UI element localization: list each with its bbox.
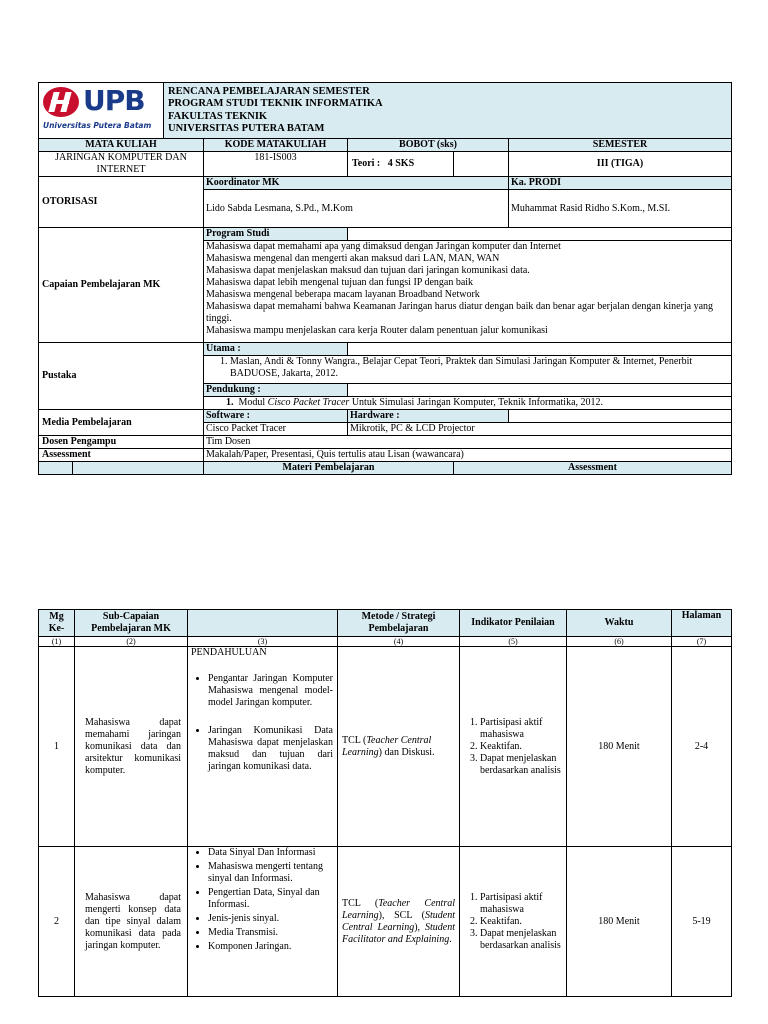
metode-cell [338, 847, 460, 997]
upb-logo [39, 83, 163, 138]
title-line: UNIVERSITAS PUTERA BATAM [168, 123, 325, 134]
assessment-header: Assessment [454, 462, 732, 475]
week-number: 1 [39, 647, 75, 847]
otorisasi-label: OTORISASI [39, 177, 204, 228]
col-mata-kuliah: MATA KULIAH [39, 139, 204, 152]
week-number: 2 [39, 847, 75, 997]
capaian-label: Capaian Pembelajaran MK [39, 228, 204, 343]
capaian-item: Mahasiswa dapat memahami bahwa Keamanan Jaringan harus diatur dengan baik dan benar agar berjalan dengan kinerja yang tinggi. [206, 301, 714, 324]
rps-header-table [38, 82, 732, 475]
koordinator-label: Koordinator MK [204, 177, 509, 190]
indikator-item: 1. Partisipasi aktif mahasiswa [480, 717, 564, 741]
col-materi [188, 610, 338, 637]
halaman: 2-4 [672, 647, 732, 847]
metode-text: ), SCL ( [378, 909, 425, 921]
col-halaman: Halaman [672, 610, 732, 637]
metode-cell [338, 647, 460, 847]
col-bobot: BOBOT (sks) [348, 139, 509, 152]
pendukung-post: Untuk Simulasi Jaringan Komputer, Teknik Informatika, 2012. [349, 397, 604, 408]
logo-cell [39, 83, 164, 139]
halaman: 5-19 [672, 847, 732, 997]
media-header-blank [509, 410, 732, 423]
dosen-label: Dosen Pengampu [39, 436, 204, 449]
indikator-item: 1. Partisipasi aktif mahasiswa [480, 892, 564, 916]
kaprodi-name: Muhammat Rasid Ridho S.Kom., M.SI. [509, 190, 732, 228]
course-name: JARINGAN KOMPUTER DAN INTERNET [39, 152, 204, 177]
hardware-label: Hardware : [348, 410, 509, 423]
assessment-label: Assessment [39, 449, 204, 462]
sub-capaian: Mahasiswa dapat mengerti konsep data dan tipe sinyal dalam komunikasi data pada jaringan komputer. [75, 847, 188, 997]
col-week: Mg Ke- [39, 610, 75, 637]
capaian-item: Mahasiswa dapat memahami apa yang dimaksud dengan Jaringan komputer dan Internet [206, 241, 561, 252]
metode-text: TCL ( [342, 734, 367, 746]
title-line: PROGRAM STUDI TEKNIK INFORMATIKA [168, 98, 383, 109]
assessment-value: Makalah/Paper, Presentasi, Quis tertulis atau Lisan (wawancara) [204, 449, 732, 462]
materi-item: • Pengertian Data, Sinyal dan Informasi. [208, 887, 333, 911]
metode-italic: Teacher Central Learning [342, 897, 455, 921]
col-num: (1) [39, 637, 75, 647]
logo-subtitle: Universitas Putera Batam [43, 121, 152, 130]
software-label: Software : [204, 410, 348, 423]
capaian-item: Mahasiswa dapat lebih mengenal tujuan dan fungsi IP dengan baik [206, 277, 474, 288]
capaian-item: Mahasiswa dapat menjelaskan maksud dan tujuan dari jaringan komunikasi data. [206, 265, 530, 276]
title-line: FAKULTAS TEKNIK [168, 110, 268, 122]
blank-cell [73, 462, 204, 475]
capaian-item: Mahasiswa mampu menjelaskan cara kerja Router dalam penentuan jalur komunikasi [206, 325, 548, 336]
metode-italic: Teacher Central Learning [342, 734, 432, 758]
materi-item: • Pengantar Jaringan Komputer Mahasiswa mengenal model-model Jaringan komputer. [208, 673, 333, 709]
indikator-item: 2. Keaktifan. [480, 916, 564, 928]
materi-item: • Jaringan Komunikasi Data Mahasiswa dapat menjelaskan maksud dan tujuan dari jaringan komunikasi data. [208, 725, 333, 773]
pustaka-label: Pustaka [39, 343, 204, 410]
capaian-item: Mahasiswa mengenal beberapa macam layanan Broadband Network [206, 289, 480, 300]
col-kode: KODE MATAKULIAH [204, 139, 348, 152]
sub-capaian: Mahasiswa dapat memahami jaringan komunikasi data dan arsitektur komunikasi komputer. [75, 647, 188, 847]
materi-item: • Komponen Jaringan. [208, 941, 333, 953]
pendukung-pre: Modul [238, 397, 268, 408]
col-num: (2) [75, 637, 188, 647]
schedule-table [38, 609, 732, 997]
metode-italic: Student Facilitator and Explaining [342, 921, 455, 945]
pendukung-header-blank [348, 384, 732, 397]
pendukung-item [204, 397, 732, 410]
col-waktu: Waktu [567, 610, 672, 637]
bobot-blank [454, 152, 509, 177]
indikator-cell [460, 647, 567, 847]
capaian-header-blank [348, 228, 732, 241]
materi-header: Materi Pembelajaran [204, 462, 454, 475]
pendukung-italic: Cisco Packet Tracer [267, 397, 350, 408]
col-num: (4) [338, 637, 460, 647]
logo-text: UPB [83, 84, 145, 117]
materi-item: • Mahasiswa mengerti tentang sinyal dan Informasi. [208, 861, 333, 885]
utama-list [204, 356, 732, 384]
metode-text: ), [414, 921, 425, 933]
col-indikator: Indikator Penilaian [460, 610, 567, 637]
waktu: 180 Menit [567, 647, 672, 847]
col-num: (7) [672, 637, 732, 647]
dosen-value: Tim Dosen [204, 436, 732, 449]
table-row [39, 847, 732, 997]
metode-italic: Student Central Learning [342, 909, 455, 933]
upb-emblem-icon [43, 87, 79, 117]
utama-header-blank [348, 343, 732, 356]
metode-text: . [449, 933, 452, 945]
capaian-item: Mahasiswa mengenal dan mengerti akan maksud dari LAN, MAN, WAN [206, 253, 500, 264]
metode-text: TCL ( [342, 897, 379, 909]
title-line: RENCANA PEMBELAJARAN SEMESTER [168, 85, 370, 97]
media-label: Media Pembelajaran [39, 410, 204, 436]
semester-value: III (TIGA) [509, 152, 732, 177]
course-code: 181-IS003 [204, 152, 348, 177]
pendukung-label: Pendukung : [204, 384, 348, 397]
materi-cell [188, 847, 338, 997]
metode-text: ) dan Diskusi. [378, 746, 435, 758]
teori-value: 4 SKS [387, 158, 415, 169]
materi-item: • Media Transmisi. [208, 927, 333, 939]
teori-label [348, 152, 454, 177]
blank-cell [39, 462, 73, 475]
col-metode: Metode / Strategi Pembelajaran [338, 610, 460, 637]
indikator-item: 3. Dapat menjelaskan berdasarkan analisis [480, 753, 564, 777]
col-num: (3) [188, 637, 338, 647]
materi-heading: PENDAHULUAN [191, 647, 267, 658]
col-sub-capaian: Sub-Capaian Pembelajaran MK [75, 610, 188, 637]
table-row [39, 647, 732, 847]
document-title [164, 83, 732, 139]
col-num: (5) [460, 637, 567, 647]
materi-cell [188, 647, 338, 847]
col-num: (6) [567, 637, 672, 647]
materi-item: • Jenis-jenis sinyal. [208, 913, 333, 925]
teori-label-text: Teori : [352, 158, 381, 169]
koordinator-name: Lido Sabda Lesmana, S.Pd., M.Kom [204, 190, 509, 228]
materi-item: • Data Sinyal Dan Informasi [208, 847, 333, 859]
program-studi-label: Program Studi [204, 228, 348, 241]
capaian-list [204, 241, 732, 343]
col-semester: SEMESTER [509, 139, 732, 152]
waktu: 180 Menit [567, 847, 672, 997]
utama-item: 1. Maslan, Andi & Tonny Wangra., Belajar Cepat Teori, Praktek dan Simulasi Jaringan Komputer & Internet, Penerbit BADUOSE, Jakarta, 2012. [230, 356, 729, 380]
indikator-cell [460, 847, 567, 997]
hardware-value: Mikrotik, PC & LCD Projector [348, 423, 732, 436]
kaprodi-label: Ka. PRODI [509, 177, 732, 190]
utama-label: Utama : [204, 343, 348, 356]
indikator-item: 3. Dapat menjelaskan berdasarkan analisis [480, 928, 564, 952]
pendukung-num: 1. [226, 397, 234, 408]
software-value: Cisco Packet Tracer [204, 423, 348, 436]
indikator-item: 2. Keaktifan. [480, 741, 564, 753]
